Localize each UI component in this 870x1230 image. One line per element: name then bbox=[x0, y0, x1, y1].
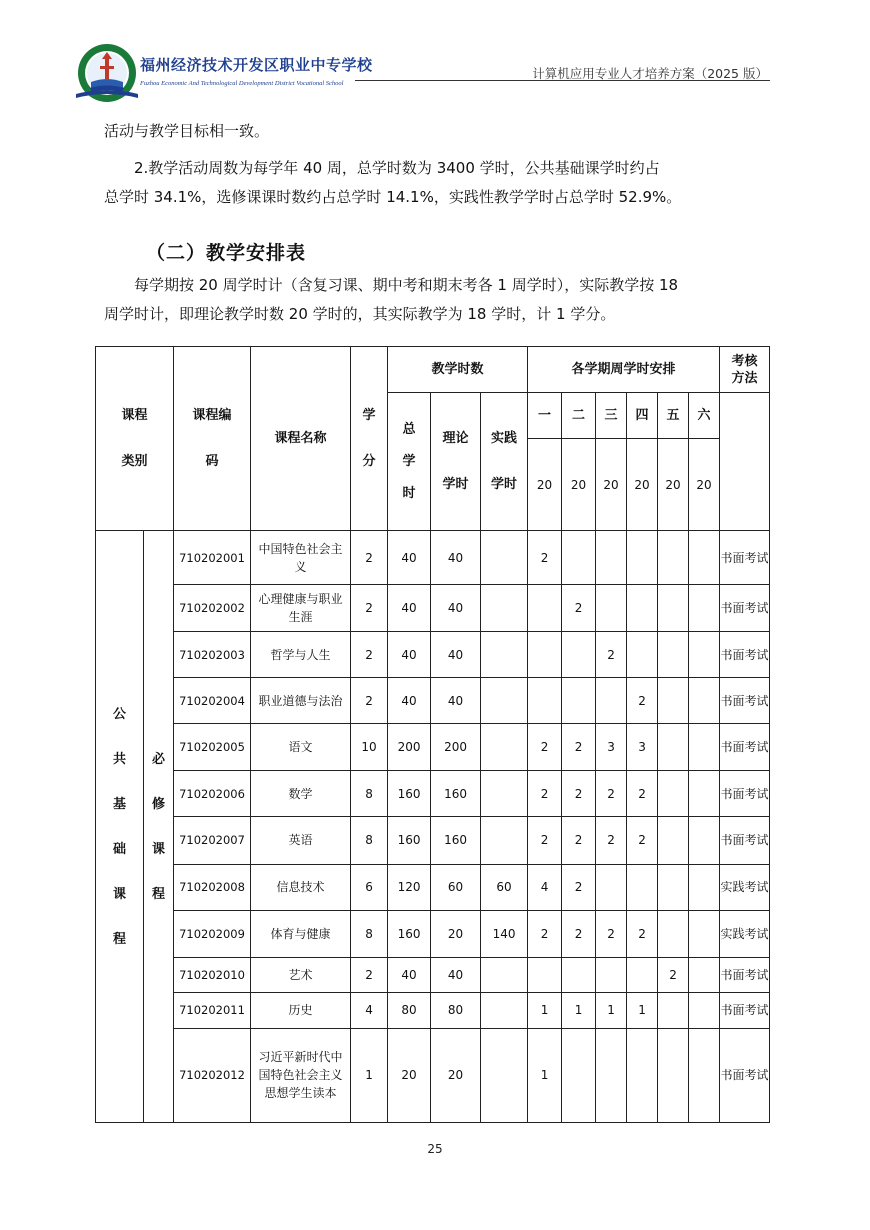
header-code-line-2: 码 bbox=[205, 453, 219, 469]
course-name: 信息技术 bbox=[251, 864, 351, 910]
course-term-6 bbox=[689, 771, 720, 817]
course-term-3: 2 bbox=[596, 910, 627, 957]
course-total-hours: 160 bbox=[388, 817, 431, 864]
course-term-5 bbox=[658, 910, 689, 957]
course-total-hours: 20 bbox=[388, 1028, 431, 1122]
header-theory-line-2: 学时 bbox=[442, 476, 469, 492]
course-term-6 bbox=[689, 632, 720, 678]
header-credit-line-2: 分 bbox=[362, 453, 376, 469]
course-term-3 bbox=[596, 1028, 627, 1122]
course-term-5 bbox=[658, 632, 689, 678]
course-term-5: 2 bbox=[658, 957, 689, 992]
course-code: 710202004 bbox=[174, 678, 251, 724]
course-name: 习近平新时代中国特色社会主义思想学生读本 bbox=[251, 1028, 351, 1122]
course-theory-hours: 20 bbox=[431, 910, 481, 957]
course-theory-hours: 40 bbox=[431, 632, 481, 678]
course-credit: 6 bbox=[351, 864, 388, 910]
course-theory-hours: 40 bbox=[431, 585, 481, 632]
header-total-hours bbox=[388, 393, 431, 531]
course-total-hours: 40 bbox=[388, 957, 431, 992]
course-term-1 bbox=[528, 678, 562, 724]
course-term-4 bbox=[627, 585, 658, 632]
course-term-6 bbox=[689, 678, 720, 724]
table-row bbox=[96, 817, 770, 864]
course-total-hours: 40 bbox=[388, 632, 431, 678]
course-code: 710202009 bbox=[174, 910, 251, 957]
course-term-1: 2 bbox=[528, 531, 562, 585]
course-name: 职业道德与法治 bbox=[251, 678, 351, 724]
header-code-line-1: 课程编 bbox=[192, 407, 232, 423]
course-term-6 bbox=[689, 1028, 720, 1122]
category-main-char: 课 bbox=[112, 886, 126, 902]
course-total-hours: 80 bbox=[388, 992, 431, 1028]
course-exam-method: 书面考试 bbox=[720, 817, 770, 864]
course-term-1 bbox=[528, 585, 562, 632]
course-term-2: 2 bbox=[562, 724, 596, 771]
course-name: 数学 bbox=[251, 771, 351, 817]
course-code: 710202001 bbox=[174, 531, 251, 585]
table-row bbox=[96, 585, 770, 632]
category-sub-char: 修 bbox=[152, 796, 166, 812]
course-total-hours: 40 bbox=[388, 585, 431, 632]
course-term-2 bbox=[562, 531, 596, 585]
page-number: 25 bbox=[427, 1142, 443, 1156]
header-category-line-1: 课程 bbox=[121, 407, 148, 423]
course-term-4 bbox=[627, 864, 658, 910]
course-term-2: 2 bbox=[562, 910, 596, 957]
table-row bbox=[96, 1028, 770, 1122]
header-theory-hours bbox=[431, 393, 481, 531]
course-term-6 bbox=[689, 864, 720, 910]
course-total-hours: 160 bbox=[388, 771, 431, 817]
course-credit: 2 bbox=[351, 585, 388, 632]
table-row bbox=[96, 864, 770, 910]
header-category-line-2: 类别 bbox=[121, 453, 148, 469]
course-practice-hours bbox=[481, 771, 528, 817]
course-term-4: 2 bbox=[627, 678, 658, 724]
course-theory-hours: 200 bbox=[431, 724, 481, 771]
course-term-1 bbox=[528, 957, 562, 992]
course-exam-method: 实践考试 bbox=[720, 910, 770, 957]
course-code: 710202011 bbox=[174, 992, 251, 1028]
course-term-1: 2 bbox=[528, 771, 562, 817]
course-term-2 bbox=[562, 957, 596, 992]
course-term-5 bbox=[658, 585, 689, 632]
course-theory-hours: 60 bbox=[431, 864, 481, 910]
course-practice-hours bbox=[481, 1028, 528, 1122]
term-1-weeks: 20 bbox=[528, 439, 562, 531]
course-term-6 bbox=[689, 957, 720, 992]
paragraph-3-line-2: 周学时计，即理论教学时数 20 学时的，其实际教学为 18 学时，计 1 学分。 bbox=[104, 305, 616, 323]
course-term-4 bbox=[627, 1028, 658, 1122]
category-sub-char: 课 bbox=[152, 841, 166, 857]
course-term-4: 2 bbox=[627, 817, 658, 864]
course-practice-hours bbox=[481, 957, 528, 992]
course-term-6 bbox=[689, 585, 720, 632]
course-exam-method: 书面考试 bbox=[720, 957, 770, 992]
header-credit-line-1: 学 bbox=[362, 407, 376, 423]
term-6-weeks: 20 bbox=[689, 439, 720, 531]
course-theory-hours: 40 bbox=[431, 678, 481, 724]
course-theory-hours: 80 bbox=[431, 992, 481, 1028]
table-row bbox=[96, 992, 770, 1028]
course-term-5 bbox=[658, 724, 689, 771]
course-name: 艺术 bbox=[251, 957, 351, 992]
course-term-2 bbox=[562, 678, 596, 724]
course-credit: 1 bbox=[351, 1028, 388, 1122]
course-term-6 bbox=[689, 992, 720, 1028]
course-credit: 2 bbox=[351, 678, 388, 724]
course-term-2 bbox=[562, 632, 596, 678]
course-term-4 bbox=[627, 632, 658, 678]
paragraph-2-line-1: 2.教学活动周数为每学年 40 周，总学时数为 3400 学时，公共基础课学时约占 bbox=[134, 159, 660, 177]
course-term-1: 2 bbox=[528, 910, 562, 957]
course-exam-method: 书面考试 bbox=[720, 585, 770, 632]
course-theory-hours: 160 bbox=[431, 817, 481, 864]
course-term-2: 2 bbox=[562, 585, 596, 632]
course-term-1: 1 bbox=[528, 992, 562, 1028]
course-total-hours: 200 bbox=[388, 724, 431, 771]
course-name: 体育与健康 bbox=[251, 910, 351, 957]
course-credit: 2 bbox=[351, 531, 388, 585]
course-term-1: 2 bbox=[528, 724, 562, 771]
course-term-6 bbox=[689, 817, 720, 864]
header-practice-line-1: 实践 bbox=[491, 430, 518, 446]
header-exam-line-2: 方法 bbox=[731, 370, 758, 386]
header-practice-line-2: 学时 bbox=[491, 476, 518, 492]
category-main-char: 础 bbox=[112, 841, 126, 857]
course-term-2: 2 bbox=[562, 864, 596, 910]
course-term-3 bbox=[596, 531, 627, 585]
header-exam-blank bbox=[720, 393, 770, 531]
term-5-weeks: 20 bbox=[658, 439, 689, 531]
school-name-cn: 福州经济技术开发区职业中专学校 bbox=[140, 56, 373, 74]
course-term-5 bbox=[658, 992, 689, 1028]
teaching-schedule-table bbox=[95, 346, 770, 1123]
term-4-weeks: 20 bbox=[627, 439, 658, 531]
course-term-4 bbox=[627, 957, 658, 992]
course-code: 710202003 bbox=[174, 632, 251, 678]
course-total-hours: 40 bbox=[388, 531, 431, 585]
document-title: 计算机应用专业人才培养方案（2025 版） bbox=[532, 66, 768, 81]
course-term-3 bbox=[596, 585, 627, 632]
paragraph-3-line-1: 每学期按 20 周学时计（含复习课、期中考和期末考各 1 周学时），实际教学按 18 bbox=[134, 276, 679, 294]
course-term-3: 2 bbox=[596, 817, 627, 864]
header-total-line-2: 学 bbox=[402, 453, 416, 469]
header-teaching-hours: 教学时数 bbox=[388, 347, 528, 393]
course-name: 中国特色社会主义 bbox=[251, 531, 351, 585]
course-theory-hours: 20 bbox=[431, 1028, 481, 1122]
course-term-6 bbox=[689, 910, 720, 957]
course-credit: 4 bbox=[351, 992, 388, 1028]
course-code: 710202002 bbox=[174, 585, 251, 632]
course-term-5 bbox=[658, 678, 689, 724]
category-main-char: 共 bbox=[112, 751, 126, 767]
course-code: 710202008 bbox=[174, 864, 251, 910]
course-practice-hours bbox=[481, 632, 528, 678]
table-row bbox=[96, 678, 770, 724]
course-name: 历史 bbox=[251, 992, 351, 1028]
course-code: 710202006 bbox=[174, 771, 251, 817]
course-exam-method: 书面考试 bbox=[720, 531, 770, 585]
paragraph-3 bbox=[104, 271, 770, 329]
course-name: 语文 bbox=[251, 724, 351, 771]
table-row bbox=[96, 724, 770, 771]
course-term-4: 1 bbox=[627, 992, 658, 1028]
header-exam-line-1: 考核 bbox=[731, 353, 758, 369]
course-theory-hours: 160 bbox=[431, 771, 481, 817]
course-theory-hours: 40 bbox=[431, 531, 481, 585]
paragraph-2 bbox=[104, 154, 770, 212]
term-3-weeks: 20 bbox=[596, 439, 627, 531]
course-exam-method: 书面考试 bbox=[720, 678, 770, 724]
course-exam-method: 书面考试 bbox=[720, 771, 770, 817]
header-term-2: 二 bbox=[562, 393, 596, 439]
paragraph-2-line-2: 总学时 34.1%，选修课课时数约占总学时 14.1%，实践性教学学时占总学时 52.9%。 bbox=[104, 188, 682, 206]
category-sub-char: 程 bbox=[152, 886, 166, 902]
course-practice-hours: 140 bbox=[481, 910, 528, 957]
course-theory-hours: 40 bbox=[431, 957, 481, 992]
course-credit: 8 bbox=[351, 771, 388, 817]
course-term-4 bbox=[627, 531, 658, 585]
course-term-3 bbox=[596, 864, 627, 910]
header-total-line-1: 总 bbox=[402, 421, 416, 437]
course-term-1: 2 bbox=[528, 817, 562, 864]
course-credit: 10 bbox=[351, 724, 388, 771]
course-term-5 bbox=[658, 771, 689, 817]
course-practice-hours bbox=[481, 724, 528, 771]
header-code bbox=[174, 347, 251, 531]
header-category bbox=[96, 347, 174, 531]
header-term-4: 四 bbox=[627, 393, 658, 439]
header-term-1: 一 bbox=[528, 393, 562, 439]
course-credit: 2 bbox=[351, 957, 388, 992]
course-practice-hours bbox=[481, 817, 528, 864]
course-name: 英语 bbox=[251, 817, 351, 864]
header-term-6: 六 bbox=[689, 393, 720, 439]
category-required bbox=[144, 531, 174, 1123]
course-term-4: 2 bbox=[627, 771, 658, 817]
course-exam-method: 书面考试 bbox=[720, 724, 770, 771]
table-row bbox=[96, 957, 770, 992]
course-code: 710202005 bbox=[174, 724, 251, 771]
course-total-hours: 120 bbox=[388, 864, 431, 910]
category-public-basic bbox=[96, 531, 144, 1123]
course-term-3 bbox=[596, 957, 627, 992]
course-term-4: 2 bbox=[627, 910, 658, 957]
header-total-line-3: 时 bbox=[402, 485, 416, 501]
course-practice-hours: 60 bbox=[481, 864, 528, 910]
course-practice-hours bbox=[481, 992, 528, 1028]
course-term-5 bbox=[658, 1028, 689, 1122]
header-weekly-schedule: 各学期周学时安排 bbox=[528, 347, 720, 393]
course-code: 710202010 bbox=[174, 957, 251, 992]
header-course-name: 课程名称 bbox=[251, 347, 351, 531]
course-term-5 bbox=[658, 531, 689, 585]
table-row bbox=[96, 771, 770, 817]
course-term-2: 2 bbox=[562, 771, 596, 817]
course-term-4: 3 bbox=[627, 724, 658, 771]
course-term-3: 1 bbox=[596, 992, 627, 1028]
category-main-char: 基 bbox=[112, 796, 126, 812]
course-code: 710202012 bbox=[174, 1028, 251, 1122]
course-term-3: 2 bbox=[596, 771, 627, 817]
course-term-5 bbox=[658, 817, 689, 864]
course-term-1 bbox=[528, 632, 562, 678]
course-practice-hours bbox=[481, 585, 528, 632]
course-exam-method: 书面考试 bbox=[720, 1028, 770, 1122]
course-code: 710202007 bbox=[174, 817, 251, 864]
course-term-6 bbox=[689, 724, 720, 771]
course-term-1: 4 bbox=[528, 864, 562, 910]
course-total-hours: 40 bbox=[388, 678, 431, 724]
course-practice-hours bbox=[481, 531, 528, 585]
section-heading: （二）教学安排表 bbox=[146, 242, 307, 264]
course-credit: 2 bbox=[351, 632, 388, 678]
course-credit: 8 bbox=[351, 817, 388, 864]
header-divider bbox=[355, 80, 770, 81]
course-credit: 8 bbox=[351, 910, 388, 957]
category-main-char: 公 bbox=[112, 706, 126, 722]
category-sub-char: 必 bbox=[152, 751, 166, 767]
category-main-char: 程 bbox=[112, 931, 126, 947]
school-name-en: Fuzhou Economic And Technological Development District Vocational School bbox=[140, 80, 344, 87]
course-exam-method: 实践考试 bbox=[720, 864, 770, 910]
course-term-3: 3 bbox=[596, 724, 627, 771]
course-term-6 bbox=[689, 531, 720, 585]
course-term-1: 1 bbox=[528, 1028, 562, 1122]
course-total-hours: 160 bbox=[388, 910, 431, 957]
school-logo bbox=[76, 42, 138, 104]
course-name: 心理健康与职业生涯 bbox=[251, 585, 351, 632]
course-term-5 bbox=[658, 864, 689, 910]
table-row bbox=[96, 910, 770, 957]
course-term-3: 2 bbox=[596, 632, 627, 678]
header-theory-line-1: 理论 bbox=[442, 430, 469, 446]
term-2-weeks: 20 bbox=[562, 439, 596, 531]
header-exam-method bbox=[720, 347, 770, 393]
course-term-2: 2 bbox=[562, 817, 596, 864]
table-row bbox=[96, 531, 770, 585]
paragraph-1: 活动与教学目标相一致。 bbox=[104, 122, 270, 140]
table-row bbox=[96, 632, 770, 678]
course-term-3 bbox=[596, 678, 627, 724]
course-practice-hours bbox=[481, 678, 528, 724]
course-term-2 bbox=[562, 1028, 596, 1122]
header-practice-hours bbox=[481, 393, 528, 531]
header-credit bbox=[351, 347, 388, 531]
header-term-5: 五 bbox=[658, 393, 689, 439]
course-term-2: 1 bbox=[562, 992, 596, 1028]
course-exam-method: 书面考试 bbox=[720, 992, 770, 1028]
course-name: 哲学与人生 bbox=[251, 632, 351, 678]
header-term-3: 三 bbox=[596, 393, 627, 439]
course-exam-method: 书面考试 bbox=[720, 632, 770, 678]
